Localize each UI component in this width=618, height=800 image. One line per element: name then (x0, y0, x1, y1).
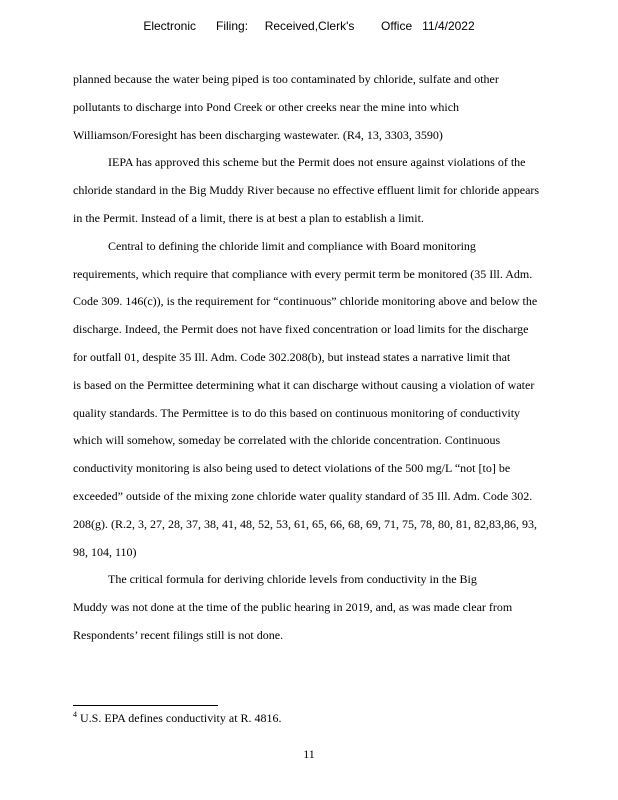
body-line: quality standards. The Permittee is to do this based on continuous monitoring of conductivity (73, 405, 521, 420)
body-line: IEPA has approved this scheme but the Permit does not ensure against violations of the (108, 155, 526, 170)
footnote-text: U.S. EPA defines conductivity at R. 4816. (80, 711, 282, 725)
body-line: chloride standard in the Big Muddy River because no effective effluent limit for chloride appears (73, 183, 540, 198)
body-line: discharge. Indeed, the Permit does not have fixed concentration or load limits for the discharge (73, 322, 529, 337)
body-line: conductivity monitoring is also being used to detect violations of the 500 mg/L “not [to] be (73, 461, 511, 476)
page-number: 11 (303, 747, 315, 761)
body-line: requirements, which require that compliance with every permit term be monitored (35 Ill. Adm. (73, 266, 533, 281)
footnote-marker: 4 (73, 710, 77, 719)
footnote (73, 711, 282, 726)
body-line: Williamson/Foresight has been discharging wastewater. (R4, 13, 3303, 3590) (73, 127, 443, 142)
body-line: in the Permit. Instead of a limit, there is at best a plan to establish a limit. (73, 210, 424, 225)
body-line: exceeded” outside of the mixing zone chloride water quality standard of 35 Ill. Adm. Code 302. (73, 488, 533, 503)
body-line: pollutants to discharge into Pond Creek or other creeks near the mine into which (73, 99, 460, 114)
body-line: The critical formula for deriving chloride levels from conductivity in the Big (108, 572, 477, 587)
body-line: which will somehow, someday be correlated with the chloride concentration. Continuous (73, 433, 501, 448)
body-line: planned because the water being piped is too contaminated by chloride, sulfate and other (73, 72, 499, 86)
body-line: Code 309. 146(c)), is the requirement for “continuous” chloride monitoring above and below the (73, 294, 538, 309)
footnote-separator (73, 705, 218, 706)
body-line: 208(g). (R.2, 3, 27, 28, 37, 38, 41, 48, 52, 53, 61, 65, 66, 68, 69, 71, 75, 78, 80, 81, 82,83,86, 93, (73, 516, 537, 531)
document-body (73, 66, 573, 650)
body-line: Respondents’ recent filings still is not done. (73, 627, 284, 642)
body-line: Muddy was not done at the time of the public hearing in 2019, and, as was made clear from (73, 600, 513, 615)
body-line: for outfall 01, despite 35 Ill. Adm. Code 302.208(b), but instead states a narrative limit that (73, 349, 511, 364)
efiling-header: Electronic Filing: Received,Clerk's Office 11/4/2022 (143, 19, 475, 33)
body-line: is based on the Permittee determining what it can discharge without causing a violation of water (73, 377, 535, 392)
body-line: 98, 104, 110) (73, 544, 137, 559)
body-line: Central to defining the chloride limit and compliance with Board monitoring (108, 238, 476, 253)
